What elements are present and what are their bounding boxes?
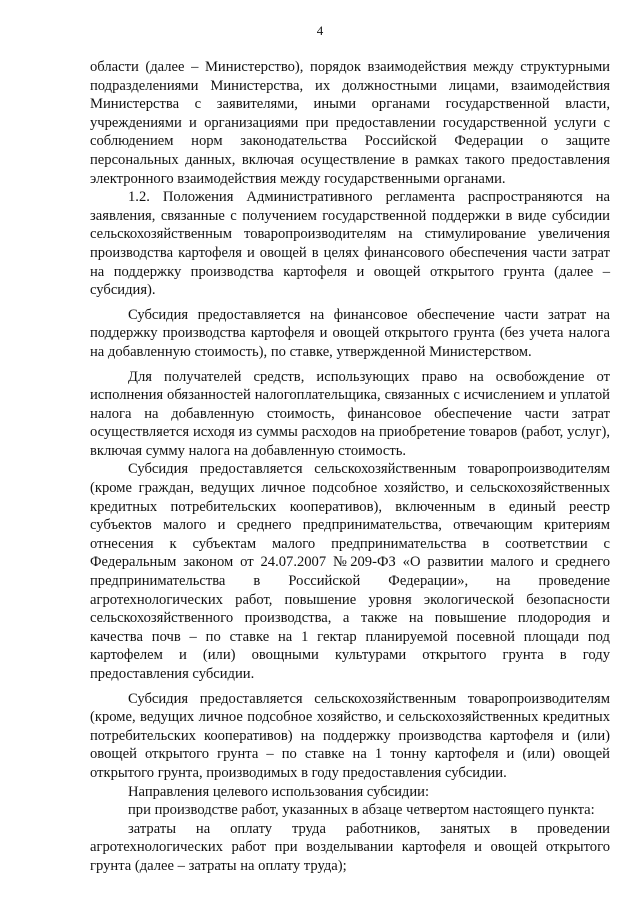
paragraph-subsidy-purpose: Субсидия предоставляется на финансовое обеспечение части затрат на поддержку производства картофеля и овощей открытого грунта (без учета налога на добавленную стоимость), по ставке, утвержденной Министерством.: [90, 306, 610, 360]
paragraph-vat-exemption: Для получателей средств, использующих право на освобождение от исполнения обязанностей налогоплательщика, связанных с исчислением и уплатой налога на добавленную стоимость, финансовое обеспечение части затрат осуществляется исходя из суммы расходов на приобретение товаров (работ, услуг), включая сумму налога на добавленную стоимость.: [90, 368, 610, 459]
paragraph-works: при производстве работ, указанных в абзаце четвертом настоящего пункта:: [128, 802, 595, 819]
paragraph-1-2: 1.2. Положения Административного регламента распространяются на заявления, связанные с получением государственной поддержки в виде субсидии сельскохозяйственным товаропроизводителям на стимулирование увеличения производства картофеля и овощей в целях финансового обеспечения части затрат на поддержку производства картофеля и овощей открытого грунта (далее – субсидия).: [90, 189, 610, 299]
page-number: 4: [316, 23, 324, 38]
paragraph-continuation: области (далее – Министерство), порядок взаимодействия между структурными подразделениями Министерства, их должностными лицами, взаимодействия Министерства с заявителями, иными органами государственной власти, учреждениями и организациями при предоставлении государственной услуги с соблюдением норм законодательства Российской Федерации о защите персональных данных, включая осуществление в рамках такого предоставления электронного взаимодействия между государственными органами.: [90, 59, 610, 187]
document-body: [90, 58, 610, 876]
paragraph-directions: Направления целевого использования субсидии:: [128, 783, 430, 800]
paragraph-small-business: Субсидия предоставляется сельскохозяйственным товаропроизводителям (кроме граждан, ведущих личное подсобное хозяйство, и сельскохозяйственных кредитных потребительских кооперативов), включенным в единый реестр субъектов малого и среднего предпринимательства, отвечающим критериям отнесения к субъектам малого предпринимательства в соответствии с Федеральным законом от 24.07.2007 №209-ФЗ «О развитии малого и среднего предпринимательства в Российской Федерации», на проведение агротехнологических работ, повышение уровня экологической безопасности сельскохозяйственного производства, а также на повышение плодородия и качества почв – по ставке на 1 гектар планируемой посевной площади под картофелем и (или) овощными культурами открытого грунта в году предоставления субсидии.: [90, 461, 610, 682]
paragraph-labor-costs: затраты на оплату труда работников, занятых в проведении агротехнологических работ при возделывании картофеля и овощей открытого грунта (далее – затраты на оплату труда);: [90, 820, 610, 874]
paragraph-per-tonne: Субсидия предоставляется сельскохозяйственным товаропроизводителям (кроме, ведущих личное подсобное хозяйство, и сельскохозяйственных кредитных потребительских кооперативов) на поддержку производства картофеля и (или) овощей открытого грунта – по ставке на 1 тонну картофеля и (или) овощей открытого грунта, производимых в году предоставления субсидии.: [90, 690, 610, 781]
